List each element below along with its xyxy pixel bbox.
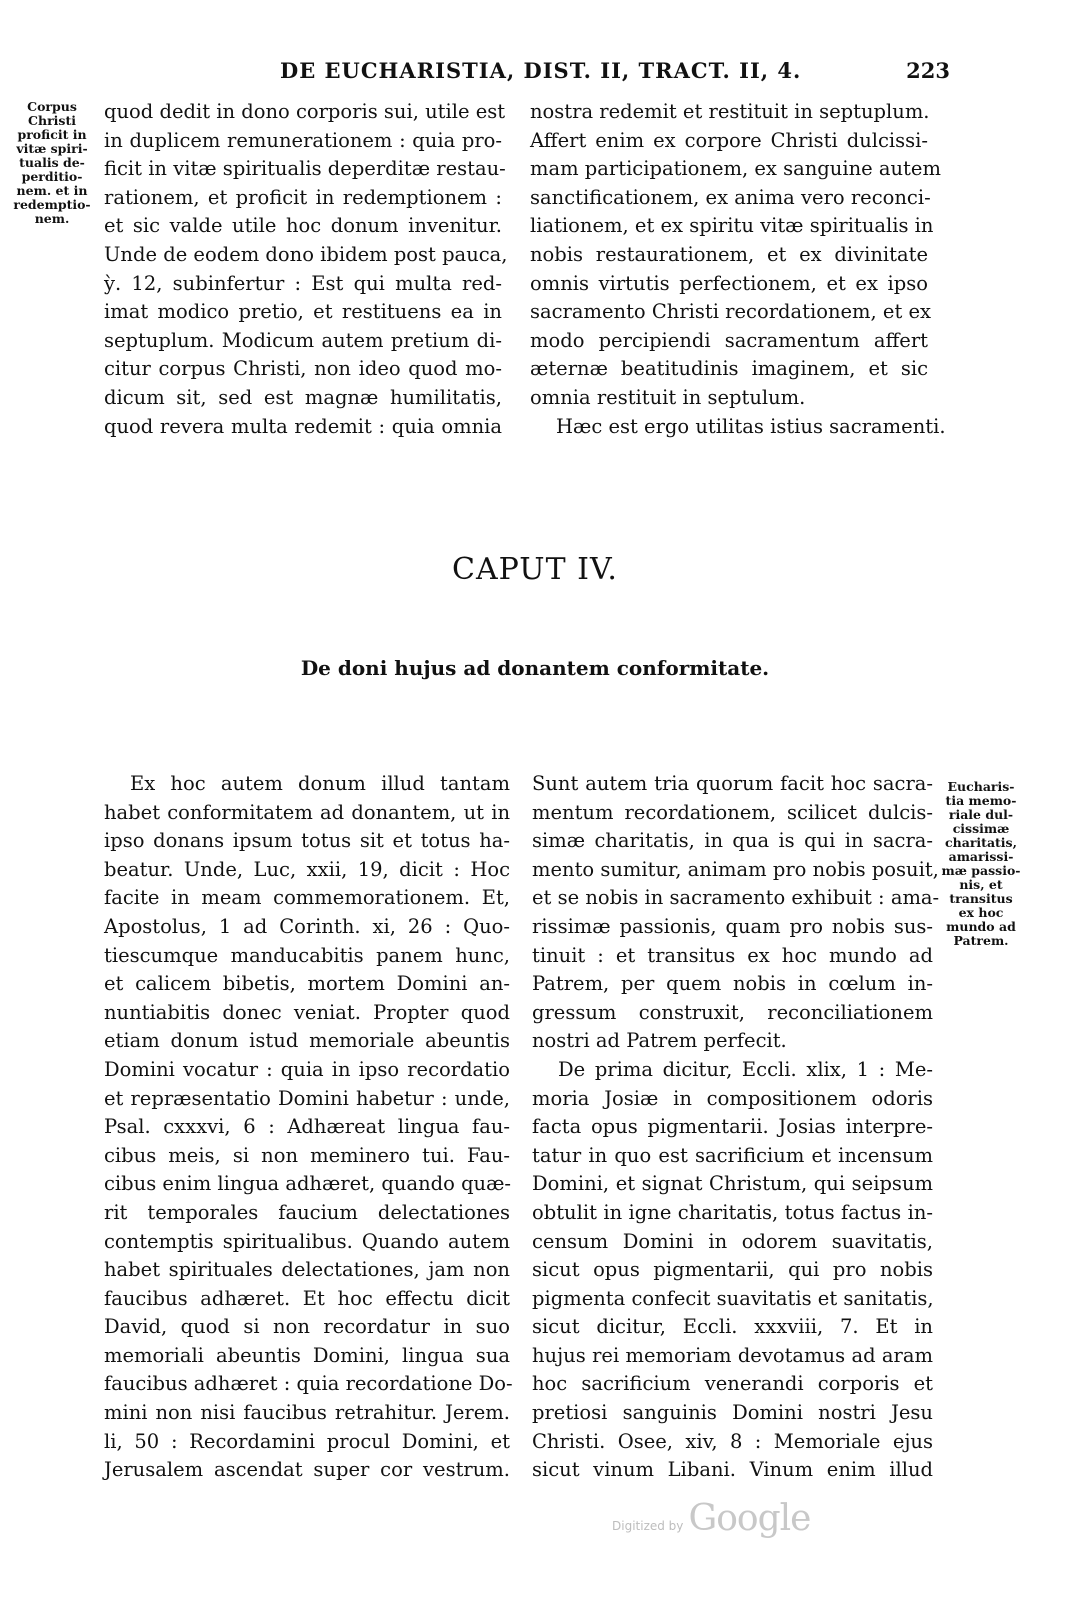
text-line: contemptis spiritualibus. Quando autem	[104, 1229, 510, 1253]
text-line: tiescumque manducabitis panem hunc,	[104, 943, 510, 967]
margin-note-line: perditio-	[21, 169, 83, 184]
margin-note-line: nis, et	[959, 877, 1003, 892]
text-line: omnis virtutis perfectionem, et ex ipso	[530, 271, 928, 295]
text-line: habet spirituales delectationes, jam non	[104, 1258, 510, 1282]
margin-note-line: nem.	[34, 211, 70, 226]
text-line: De prima dicitur, Eccli. xlix, 1 : Me-	[558, 1057, 933, 1081]
margin-note-line: Patrem.	[953, 933, 1009, 948]
text-line: pigmenta confecit suavitatis et sanitatis,	[532, 1286, 934, 1310]
top-right-column	[530, 98, 946, 441]
text-line: Christi. Osee, xiv, 8 : Memoriale ejus	[532, 1429, 933, 1453]
margin-note-line: riale dul-	[948, 807, 1014, 822]
text-line: habet conformitatem ad donantem, ut in	[104, 800, 510, 824]
margin-note-line: Eucharis-	[947, 779, 1015, 794]
top-left-column	[104, 98, 508, 441]
digitized-by-watermark	[612, 1498, 810, 1539]
margin-note-line: transitus	[949, 891, 1013, 906]
chapter-subtitle: De doni hujus ad donantem conformitate.	[300, 656, 770, 680]
chapter-heading: CAPUT IV.	[452, 552, 618, 587]
margin-note-line: mæ passio-	[941, 863, 1021, 878]
text-line: hoc sacrificium venerandi corporis et	[532, 1372, 933, 1396]
text-line: David, quod si non recordatur in suo	[104, 1315, 510, 1339]
text-line: Sunt autem tria quorum facit hoc sacra-	[532, 772, 933, 795]
margin-note-line: vitæ spiri-	[16, 141, 88, 156]
text-line: sanctificationem, ex anima vero reconci-	[530, 185, 931, 209]
text-line: tatur in quo est sacrificium et incensum	[532, 1143, 933, 1167]
text-line: mentum recordationem, scilicet dulcis-	[532, 800, 933, 824]
text-line: Unde de eodem dono ibidem post pauca,	[104, 242, 508, 266]
text-line: æternæ beatitudinis imaginem, et sic	[530, 357, 928, 381]
text-line: li, 50 : Recordamini procul Domini, et	[104, 1429, 510, 1453]
margin-note-line: amarissi-	[948, 849, 1014, 864]
text-line: sicut opus pigmentarii, qui pro nobis	[532, 1258, 933, 1282]
margin-note-bottom	[938, 780, 1024, 948]
margin-note-line: mundo ad	[946, 919, 1016, 934]
text-line: citur corpus Christi, non ideo quod mo-	[104, 357, 502, 381]
text-line: tinuit : et transitus ex hoc mundo ad	[532, 943, 933, 967]
text-line: memoriali abeuntis Domini, lingua sua	[104, 1343, 510, 1367]
text-line: ficit in vitæ spiritualis deperditæ restau-	[104, 157, 506, 181]
text-line: liationem, et ex spiritu vitæ spiritualis in	[530, 214, 934, 238]
running-title: DE EUCHARISTIA, DIST. II, TRACT. II, 4.	[280, 58, 802, 83]
text-line: obtulit in igne charitatis, totus factus in-	[532, 1200, 933, 1224]
google-logo: Google	[688, 1498, 811, 1539]
text-line: ỳ. 12, subinfertur : Est qui multa red-	[104, 271, 502, 295]
text-line: beatur. Unde, Luc, xxii, 19, dicit : Hoc	[104, 857, 510, 881]
text-line: censum Domini in odorem suavitatis,	[532, 1229, 933, 1253]
text-line: sicut vinum Libani. Vinum enim illud	[532, 1458, 933, 1482]
text-line: hujus rei memoriam devotamus ad aram	[532, 1343, 933, 1367]
text-line: et repræsentatio Domini habetur : unde,	[104, 1086, 510, 1110]
margin-note-line: Corpus	[27, 99, 77, 114]
margin-note-line: tualis de-	[19, 155, 85, 170]
text-line: nuntiabitis donec veniat. Propter quod	[104, 1000, 510, 1024]
margin-note-line: nem. et in	[16, 183, 88, 198]
bottom-right-column	[532, 770, 940, 1485]
margin-note-line: cissimæ	[952, 821, 1010, 836]
text-line: Domini vocatur : quia in ipso recordatio	[104, 1057, 510, 1081]
running-header	[0, 58, 1070, 88]
text-line: nostri ad Patrem perfecit.	[532, 1029, 787, 1053]
text-line: quod dedit in dono corporis sui, utile est	[104, 100, 506, 123]
margin-note-line: proficit in	[17, 127, 87, 142]
margin-note-line: charitatis,	[945, 835, 1017, 850]
bottom-left-column	[104, 770, 513, 1485]
page-number: 223	[906, 58, 950, 83]
text-line: Hæc est ergo utilitas istius sacramenti.	[556, 414, 946, 438]
text-line: mam participationem, ex sanguine autem	[530, 157, 941, 181]
text-line: quod revera multa redemit : quia omnia	[104, 414, 502, 438]
text-line: faucibus adhæret : quia recordatione Do-	[104, 1372, 513, 1396]
text-line: pretiosi sanguinis Domini nostri Jesu	[532, 1401, 933, 1425]
text-line: mento sumitur, animam pro nobis posuit,	[532, 857, 939, 881]
margin-note-line: tia memo-	[945, 793, 1017, 808]
text-line: ipso donans ipsum totus sit et totus ha-	[104, 829, 510, 853]
text-line: cibus enim lingua adhæret, quando quæ-	[104, 1172, 512, 1196]
text-line: modo percipiendi sacramentum affert	[530, 328, 928, 352]
text-line: simæ charitatis, in qua is qui in sacra-	[532, 829, 933, 853]
text-line: Patrem, per quem nobis in cœlum in-	[532, 972, 933, 996]
text-line: rit temporales faucium delectationes	[104, 1200, 510, 1224]
margin-note-line: redemptio-	[13, 197, 91, 212]
text-line: imat modico pretio, et restituens ea in	[104, 300, 502, 324]
margin-note-line: Christi	[28, 113, 76, 128]
text-line: Apostolus, 1 ad Corinth. xi, 26 : Quo-	[104, 914, 510, 938]
text-line: cibus meis, si non meminero tui. Fau-	[104, 1143, 510, 1167]
margin-note-line: ex hoc	[958, 905, 1004, 920]
text-line: Domini, et signat Christum, qui seipsum	[532, 1172, 933, 1196]
text-line: Psal. cxxxvi, 6 : Adhæreat lingua fau-	[104, 1115, 510, 1139]
text-line: facite in meam commemorationem. Et,	[104, 886, 510, 910]
text-line: septuplum. Modicum autem pretium di-	[104, 328, 502, 352]
text-line: Ex hoc autem donum illud tantam	[130, 772, 510, 795]
text-line: mini non nisi faucibus retrahitur. Jerem.	[104, 1401, 510, 1425]
text-line: nostra redemit et restituit in septuplum.	[530, 100, 930, 123]
text-line: moria Josiæ in compositionem odoris	[532, 1086, 933, 1110]
text-line: faucibus adhæret. Et hoc effectu dicit	[104, 1286, 510, 1310]
digitized-by-label: Digitized by	[612, 1519, 684, 1533]
text-line: nobis restaurationem, et ex divinitate	[530, 242, 928, 266]
text-line: rationem, et proficit in redemptionem :	[104, 185, 502, 209]
text-line: gressum construxit, reconciliationem	[532, 1000, 933, 1024]
text-line: dicum sit, sed est magnæ humilitatis,	[104, 385, 502, 409]
text-line: facta opus pigmentarii. Josias interpre-	[532, 1115, 933, 1139]
text-line: rissimæ passionis, quam pro nobis sus-	[532, 914, 933, 938]
text-line: et calicem bibetis, mortem Domini an-	[104, 972, 510, 996]
text-line: omnia restituit in septulum.	[530, 385, 806, 409]
text-line: sacramento Christi recordationem, et ex	[530, 300, 932, 324]
text-line: sicut dicitur, Eccli. xxxviii, 7. Et in	[532, 1315, 933, 1339]
text-line: in duplicem remunerationem : quia pro-	[104, 128, 502, 152]
text-line: et sic valde utile hoc donum invenitur.	[104, 214, 502, 238]
text-line: etiam donum istud memoriale abeuntis	[104, 1029, 510, 1053]
text-line: Jerusalem ascendat super cor vestrum.	[104, 1458, 510, 1482]
text-line: Affert enim ex corpore Christi dulcissi-	[530, 128, 928, 152]
text-line: et se nobis in sacramento exhibuit : ama-	[532, 886, 940, 910]
margin-note-top	[6, 100, 98, 226]
